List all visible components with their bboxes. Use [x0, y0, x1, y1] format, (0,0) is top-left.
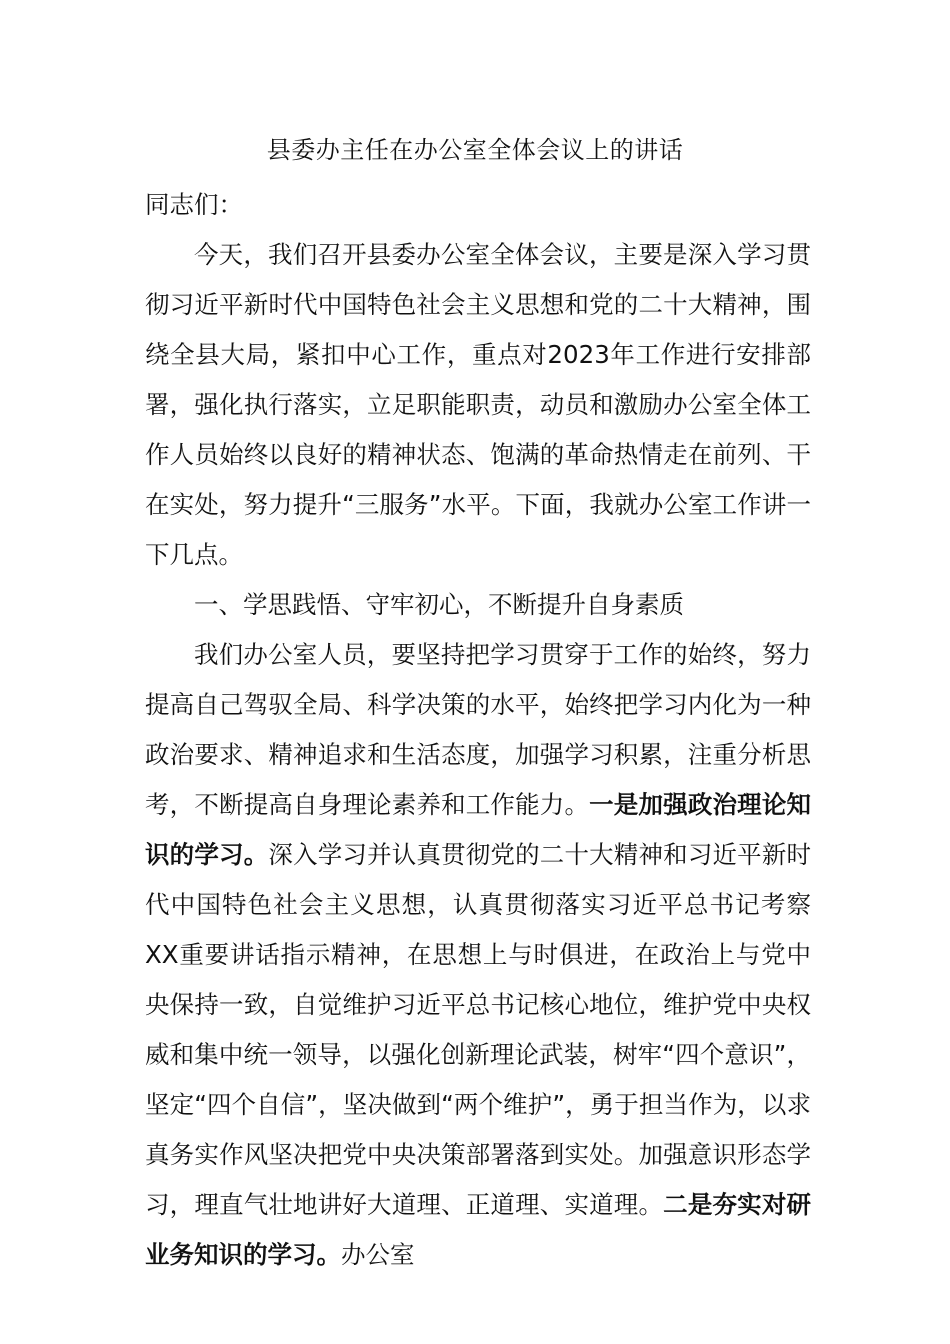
paragraph-section-1	[145, 630, 811, 1280]
paragraph-tail-text: 办公室	[341, 1240, 415, 1269]
bold-point-2: 二是夯实对研业务知识的学习。	[145, 1190, 812, 1269]
paragraph-intro: 今天，我们召开县委办公室全体会议，主要是深入学习贯彻习近平新时代中国特色社会主义思想和党的二十大精神，围绕全县大局，紧扣中心工作，重点对2023年工作进行安排部署，强化执行落实，立足职能职责，动员和激励办公室全体工作人员始终以良好的精神状态、饱满的革命热情走在前列、干在实处，努力提升“三服务”水平。下面，我就办公室工作讲一下几点。	[145, 240, 811, 569]
paragraph-lead-text: 我们办公室人员，要坚持把学习贯穿于工作的始终，努力提高自己驾驭全局、科学决策的水平，始终把学习内化为一种政治要求、精神追求和生活态度，加强学习积累，注重分析思考，不断提高自身理论素养和工作能力。	[145, 640, 811, 819]
section-heading-1: 一、学思践悟、守牢初心，不断提升自身素质	[194, 590, 684, 619]
bold-point-1: 一是加强政治理论知识的学习。	[145, 790, 812, 869]
document-body	[145, 180, 811, 1280]
paragraph-mid-text: 深入学习并认真贯彻党的二十大精神和习近平新时代中国特色社会主义思想，认真贯彻落实习近平总书记考察XX重要讲话指示精神，在思想上与时俱进，在政治上与党中央保持一致，自觉维护习近平总书记核心地位，维护党中央权威和集中统一领导，以强化创新理论武装，树牢“四个意识”，坚定“四个自信”，坚决做到“两个维护”，勇于担当作为，以求真务实作风坚决把党中央决策部署落到实处。加强意识形态学习，理直气壮地讲好大道理、正道理、实道理。	[145, 840, 812, 1219]
document-title: 县委办主任在办公室全体会议上的讲话	[266, 136, 684, 164]
salutation: 同志们：	[145, 190, 243, 219]
